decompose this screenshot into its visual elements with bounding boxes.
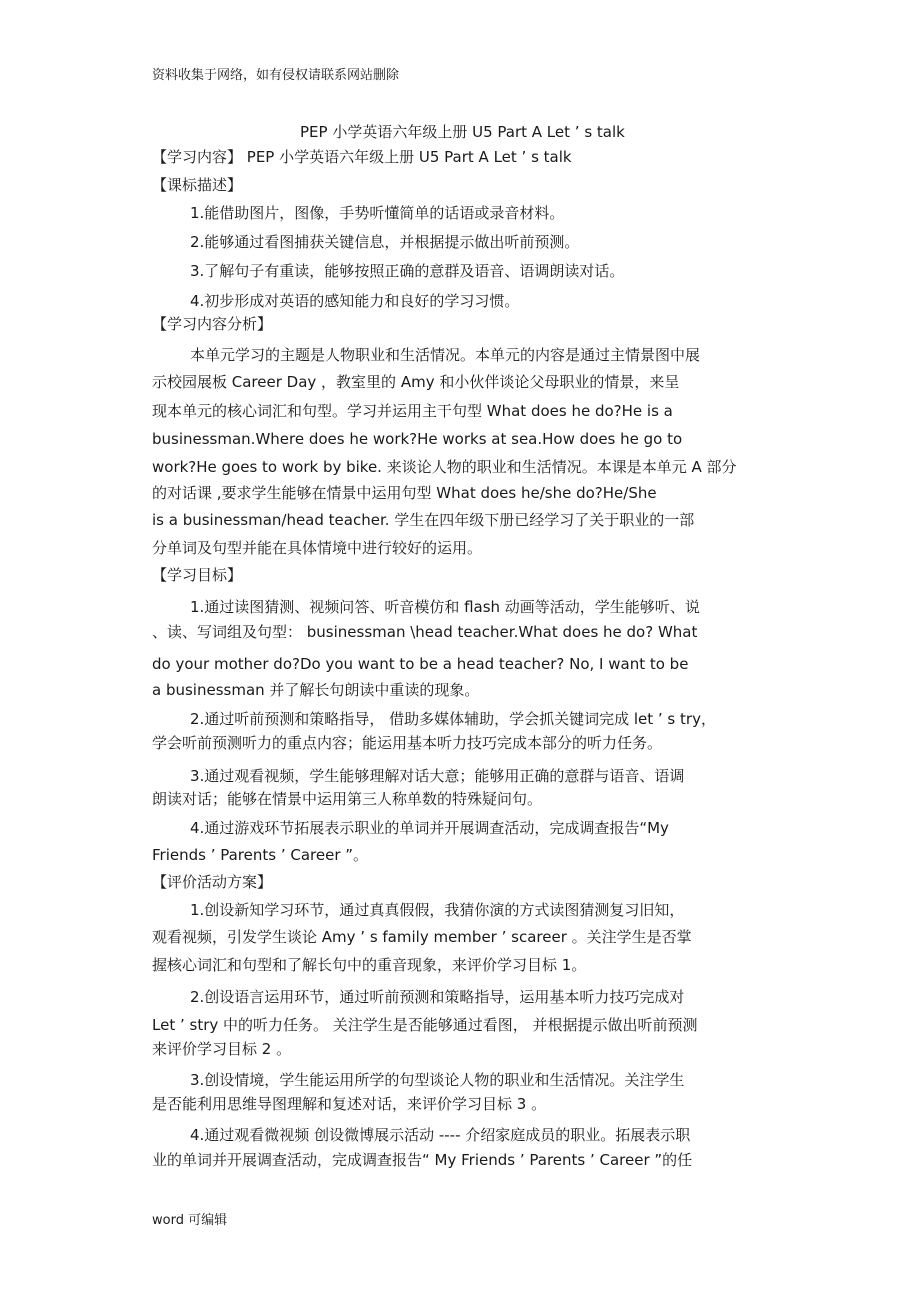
evaluation-line: 4.通过观看微视频 创设微博展示活动 ---- 介绍家庭成员的职业。拓展表示职: [190, 1126, 691, 1144]
standards-item: 3.了解句子有重读，能够按照正确的意群及语音、语调朗读对话。: [190, 262, 625, 280]
standards-item: 2.能够通过看图捕获关键信息，并根据提示做出听前预测。: [190, 233, 580, 251]
standards-item: 1.能借助图片，图像，手势听懂简单的话语或录音材料。: [190, 204, 565, 222]
analysis-line: 现本单元的核心词汇和句型。学习并运用主干句型 What does he do?He is a: [152, 402, 673, 420]
analysis-line: work?He goes to work by bike. 来谈论人物的职业和生活情况。本课是本单元 A 部分: [152, 458, 737, 476]
section-heading-standards: 【课标描述】: [152, 176, 243, 194]
objectives-line: 2.通过听前预测和策略指导， 借助多媒体辅助，学会抓关键词完成 let ’ s try，: [190, 710, 716, 728]
objectives-line: do your mother do?Do you want to be a head teacher? No, I want to be: [152, 655, 689, 673]
objectives-line: 朗读对话；能够在情景中运用第三人称单数的特殊疑问句。: [152, 790, 543, 808]
analysis-line: 分单词及句型并能在具体情境中进行较好的运用。: [152, 539, 483, 557]
section-heading-objectives: 【学习目标】: [152, 566, 243, 584]
evaluation-line: 1.创设新知学习环节，通过真真假假，我猜你演的方式读图猜测复习旧知，: [190, 901, 685, 919]
document-title: PEP 小学英语六年级上册 U5 Part A Let ’ s talk: [300, 123, 625, 141]
objectives-line: 3.通过观看视频，学生能够理解对话大意；能够用正确的意群与语音、语调: [190, 767, 685, 785]
objectives-line: 、读、写词组及句型： businessman \head teacher.What does he do? What: [152, 623, 698, 641]
analysis-line: is a businessman/head teacher. 学生在四年级下册已经学习了关于职业的一部: [152, 511, 695, 529]
analysis-line: 本单元学习的主题是人物职业和生活情况。本单元的内容是通过主情景图中展: [190, 346, 701, 364]
evaluation-line: 观看视频，引发学生谈论 Amy ’ s family member ’ scareer 。关注学生是否掌: [152, 928, 692, 946]
objectives-line: 学会听前预测听力的重点内容；能运用基本听力技巧完成本部分的听力任务。: [152, 734, 663, 752]
evaluation-line: 来评价学习目标 2 。: [152, 1040, 292, 1058]
footer-note: word 可编辑: [152, 1213, 228, 1228]
objectives-line: a businessman 并了解长句朗读中重读的现象。: [152, 681, 480, 699]
analysis-line: 的对话课 ,要求学生能够在情景中运用句型 What does he/she do?He/She: [152, 484, 657, 502]
evaluation-line: 2.创设语言运用环节，通过听前预测和策略指导，运用基本听力技巧完成对: [190, 988, 685, 1006]
evaluation-line: 3.创设情境，学生能运用所学的句型谈论人物的职业和生活情况。关注学生: [190, 1071, 685, 1089]
evaluation-line: Let ’ stry 中的听力任务。 关注学生是否能够通过看图， 并根据提示做出听前预测: [152, 1016, 698, 1034]
evaluation-line: 是否能利用思维导图理解和复述对话，来评价学习目标 3 。: [152, 1095, 547, 1113]
section-heading-evaluation: 【评价活动方案】: [152, 873, 273, 891]
learning-content-line: 【学习内容】 PEP 小学英语六年级上册 U5 Part A Let ’ s talk: [152, 148, 572, 166]
evaluation-line: 握核心词汇和句型和了解长句中的重音现象，来评价学习目标 1。: [152, 956, 587, 974]
analysis-line: businessman.Where does he work?He works at sea.How does he go to: [152, 430, 683, 448]
standards-item: 4.初步形成对英语的感知能力和良好的学习习惯。: [190, 292, 520, 310]
analysis-line: 示校园展板 Career Day ，教室里的 Amy 和小伙伴谈论父母职业的情景，来呈: [152, 373, 680, 391]
evaluation-line: 业的单词并开展调查活动，完成调查报告“ My Friends ’ Parents ’ Career ”的任: [152, 1151, 693, 1169]
section-heading-analysis: 【学习内容分析】: [152, 315, 273, 333]
objectives-line: 1.通过读图猜测、视频问答、听音模仿和 flash 动画等活动，学生能够听、说: [190, 598, 700, 616]
objectives-line: 4.通过游戏环节拓展表示职业的单词并开展调查活动，完成调查报告“My: [190, 819, 669, 837]
header-note: 资料收集于网络，如有侵权请联系网站删除: [152, 68, 400, 83]
objectives-line: Friends ’ Parents ’ Career ”。: [152, 846, 369, 864]
